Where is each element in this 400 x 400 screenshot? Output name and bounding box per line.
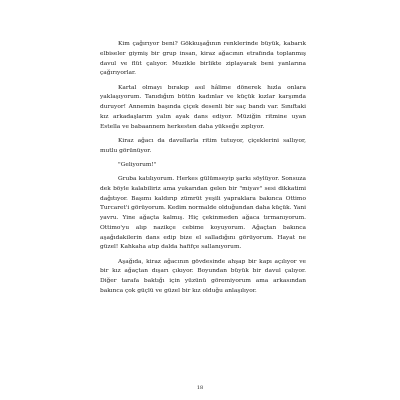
paragraph: Kartal olmayı bırakıp asıl hâlime dönerek hızla onlara yaklaşıyorum. Tanıdığım bütün kadınlar ve küçük kızlar karşımda duruyor! Annemin başında çiçek desenli bir saç bandı var. Sınıftaki kız arkadaşlarım yalın ayak dans ediyor. Müziğin ritmine uyan Estella ve babaannem herkesten daha yükseğe zıplıyor. bbox=[100, 84, 306, 130]
page-number: 18 bbox=[196, 385, 204, 391]
paragraph: Gruba katılıyorum. Herkes gülümseyip şarkı söylüyor. Sonsuza dek böyle kalabiliriz ama yukarıdan gelen bir "miyav" sesi dikkatimi dağıtıyor. Başımı kaldırıp zümrüt yeşili yapraklara bakınca Ottimo Turcaret'i görüyorum. Kedim normalde olduğundan daha küçük. Yani yavru. Yine ağaçta kalmış. Hiç çekinmeden ağaca tırmanıyorum. Ottimo'yu alıp nazikçe cebime koyuyorum. Ağaçtan bakınca aşağıdakilerin dans edip bize el salladığını görüyorum. Hayat ne güzel! Kahkaha atıp dalda hafifçe sallanıyorum. bbox=[100, 176, 306, 251]
paragraph: "Geliyorum!" bbox=[118, 161, 157, 168]
paragraph: Kiraz ağacı da davullarla ritim tutuyor, çiçeklerini sallıyor, mutlu görünüyor. bbox=[100, 137, 306, 154]
body-text bbox=[100, 40, 306, 297]
paragraph: Aşağıda, kiraz ağacının gövdesinde ahşap bir kapı açılıyor ve bir kız ağaçtan dışarı çıkıyor. Boyundan büyük bir davul çalıyor. Diğer tarafa baktığı için yüzünü göremiyorum ama arkasından bakınca çok güçlü ve güzel bir kız olduğu anlaşılıyor. bbox=[100, 258, 306, 294]
paragraph: Kim çağırıyor beni? Gökkuşağının renklerinde büyük, kabarık elbiseler giymiş bir grup insan, kiraz ağacının etrafında toplanmış davul ve flüt çalıyor. Muzikle birlikte ziplayarak beni yanlarına çağırıyorlar. bbox=[100, 41, 306, 77]
